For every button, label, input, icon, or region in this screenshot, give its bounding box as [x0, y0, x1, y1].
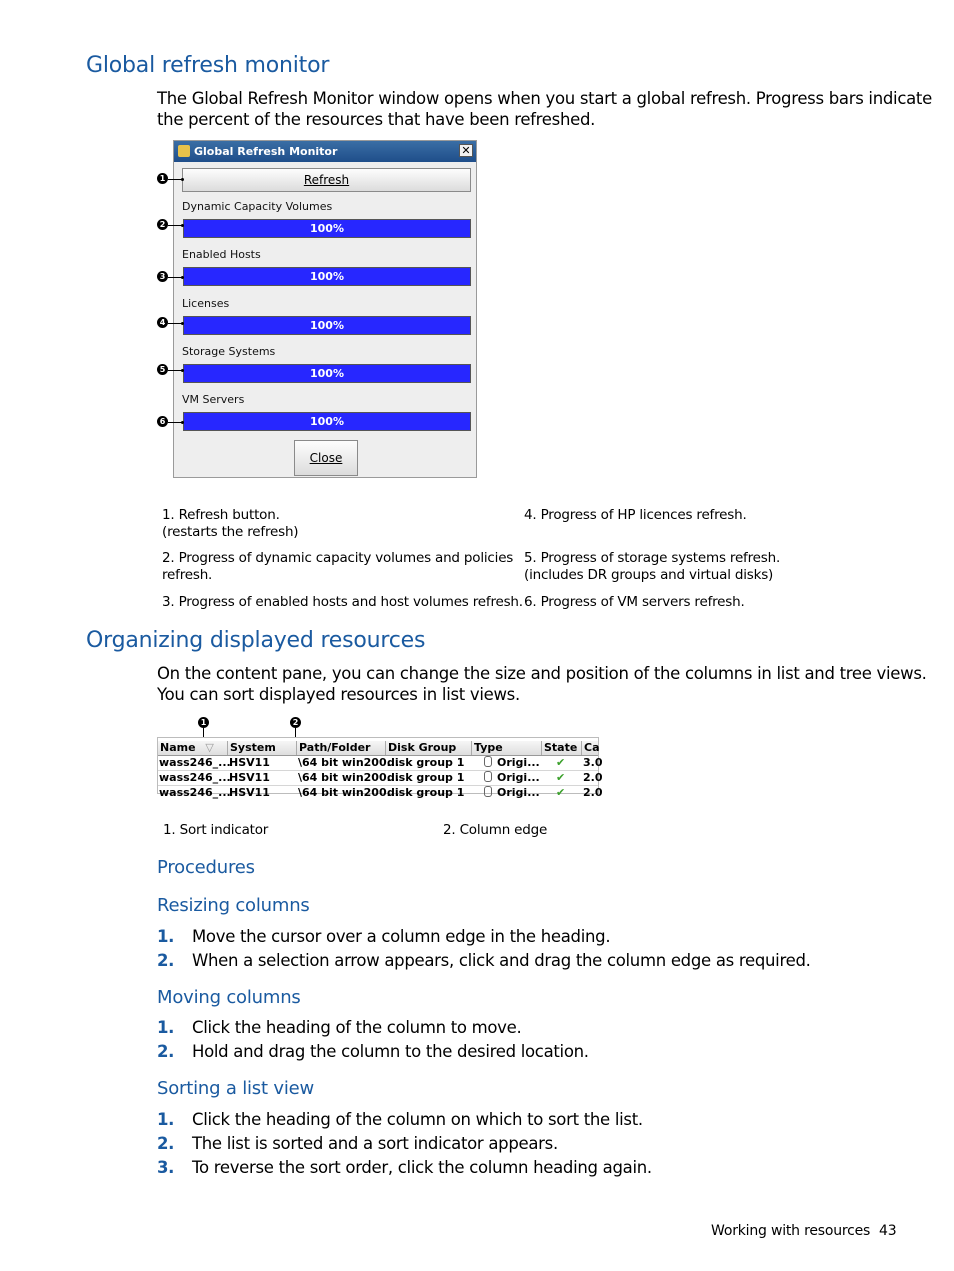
column-header-type[interactable]: Type — [472, 741, 542, 755]
step-number: 2. — [157, 1042, 175, 1061]
column-header-state[interactable]: State — [542, 741, 582, 755]
list-item — [157, 925, 907, 949]
progress-label-dynamic-capacity-volumes: Dynamic Capacity Volumes — [182, 200, 333, 213]
cell-capacity: 3.0 — [583, 756, 603, 769]
cell-path: \64 bit win200... — [298, 771, 400, 784]
list-item — [157, 1040, 907, 1064]
callout-dot — [181, 322, 184, 325]
progress-text: 100% — [310, 222, 344, 235]
callout-dot — [181, 224, 184, 227]
callout-1: 1 — [157, 173, 168, 184]
callout-3: 3 — [157, 271, 168, 282]
cell-system: HSV11 — [229, 756, 270, 769]
para-line: You can sort displayed resources in list views. — [157, 685, 520, 704]
list-item — [157, 1132, 907, 1156]
disk-icon — [484, 786, 492, 797]
legend-line: 1. Refresh button. — [162, 507, 280, 523]
sort-indicator-icon: ▽ — [205, 741, 214, 754]
cell-type — [484, 771, 541, 785]
table-header-row — [158, 741, 598, 756]
callout-4: 4 — [157, 317, 168, 328]
footer-section-title: Working with resources — [711, 1223, 871, 1239]
legend-item-2 — [162, 550, 513, 584]
dialog-title: Global Refresh Monitor — [194, 145, 338, 158]
legend-column-edge: 2. Column edge — [443, 822, 548, 838]
cell-system: HSV11 — [229, 771, 270, 784]
legend-line: (includes DR groups and virtual disks) — [524, 567, 774, 583]
column-header-label: Name — [160, 741, 196, 754]
page-number: 43 — [879, 1223, 897, 1239]
java-app-icon — [178, 145, 190, 157]
cell-type-text: Origi... — [497, 786, 540, 799]
list-item — [157, 1156, 907, 1180]
legend-line: 5. Progress of storage systems refresh. — [524, 550, 781, 566]
cell-type — [484, 756, 541, 770]
cell-disk-group: disk group 1 — [387, 771, 465, 784]
step-number: 2. — [157, 951, 175, 970]
para-line: The Global Refresh Monitor window opens when you start a global refresh. Progress bars indicate — [157, 89, 932, 108]
legend-item-4 — [524, 507, 747, 524]
close-button[interactable] — [294, 440, 358, 476]
progress-text: 100% — [310, 319, 344, 332]
legend-sort-indicator: 1. Sort indicator — [163, 822, 269, 838]
legend-line: 3. Progress of enabled hosts and host volumes refresh. — [162, 594, 523, 610]
cell-capacity: 2.0 — [583, 771, 603, 784]
table-row[interactable] — [158, 786, 603, 800]
column-header-system[interactable]: System — [228, 741, 297, 755]
disk-icon — [484, 756, 492, 767]
cell-name: wass246_... — [159, 786, 231, 799]
column-header-disk-group[interactable]: Disk Group — [386, 741, 472, 755]
resizing-steps-list — [157, 925, 907, 973]
sorting-list-view-heading: Sorting a list view — [157, 1078, 315, 1099]
cell-disk-group: disk group 1 — [387, 756, 465, 769]
column-header-path-folder[interactable]: Path/Folder — [297, 741, 386, 755]
progress-text: 100% — [310, 367, 344, 380]
status-ok-icon: ✔ — [556, 786, 566, 799]
legend-item-1 — [162, 507, 298, 541]
dialog-titlebar[interactable] — [174, 141, 476, 162]
moving-steps-list — [157, 1016, 907, 1064]
step-text: When a selection arrow appears, click and drag the column edge as required. — [192, 951, 811, 970]
section-intro-paragraph — [157, 663, 927, 705]
callout-column-edge: 2 — [290, 717, 301, 728]
para-line: the percent of the resources that have been refreshed. — [157, 110, 596, 129]
progress-bar-dynamic-capacity-volumes — [183, 219, 471, 238]
progress-bar-licenses — [183, 316, 471, 335]
list-item — [157, 1016, 907, 1040]
step-text: Click the heading of the column to move. — [192, 1018, 522, 1037]
cell-name: wass246_... — [159, 756, 231, 769]
table-row[interactable] — [158, 756, 603, 770]
column-header-capacity[interactable]: Ca — [584, 741, 600, 754]
cell-type-text: Origi... — [497, 771, 540, 784]
section-heading-organizing-displayed-resources: Organizing displayed resources — [86, 628, 426, 653]
progress-bar-storage-systems — [183, 364, 471, 383]
disk-icon — [484, 771, 492, 782]
step-text: Hold and drag the column to the desired location. — [192, 1042, 589, 1061]
callout-dot — [181, 276, 184, 279]
procedures-heading: Procedures — [157, 857, 255, 878]
progress-label-enabled-hosts: Enabled Hosts — [182, 248, 261, 261]
progress-bar-vm-servers — [183, 412, 471, 431]
callout-2: 2 — [157, 219, 168, 230]
cell-path: \64 bit win200... — [298, 756, 400, 769]
status-ok-icon: ✔ — [556, 771, 566, 784]
status-ok-icon: ✔ — [556, 756, 566, 769]
refresh-button[interactable] — [182, 168, 471, 192]
cell-path: \64 bit win200... — [298, 786, 400, 799]
progress-text: 100% — [310, 270, 344, 283]
cell-type-text: Origi... — [497, 756, 540, 769]
step-number: 1. — [157, 1018, 175, 1037]
table-row[interactable] — [158, 771, 603, 785]
legend-line: 6. Progress of VM servers refresh. — [524, 594, 745, 610]
column-header-name[interactable] — [158, 741, 228, 755]
list-item — [157, 949, 907, 973]
progress-label-storage-systems: Storage Systems — [182, 345, 276, 358]
cell-name: wass246_... — [159, 771, 231, 784]
callout-dot — [181, 421, 184, 424]
global-refresh-monitor-dialog — [173, 140, 477, 478]
legend-line: (restarts the refresh) — [162, 524, 299, 540]
callout-dot — [181, 178, 184, 181]
step-number: 1. — [157, 927, 175, 946]
cell-disk-group: disk group 1 — [387, 786, 465, 799]
step-text: Click the heading of the column on which to sort the list. — [192, 1110, 643, 1129]
cell-capacity: 2.0 — [583, 786, 603, 799]
legend-line: refresh. — [162, 567, 213, 583]
section-intro-paragraph — [157, 88, 932, 130]
callout-sort-indicator: 1 — [198, 717, 209, 728]
callout-6: 6 — [157, 416, 168, 427]
progress-text: 100% — [310, 415, 344, 428]
resizing-columns-heading: Resizing columns — [157, 895, 310, 916]
step-number: 3. — [157, 1158, 175, 1177]
cell-system: HSV11 — [229, 786, 270, 799]
progress-label-vm-servers: VM Servers — [182, 393, 245, 406]
legend-item-5 — [524, 550, 780, 584]
legend-line: 4. Progress of HP licences refresh. — [524, 507, 747, 523]
sorting-steps-list — [157, 1108, 907, 1180]
legend-line: 2. Progress of dynamic capacity volumes and policies — [162, 550, 514, 566]
legend-item-6 — [524, 594, 745, 611]
progress-label-licenses: Licenses — [182, 297, 230, 310]
close-button-label: Close — [309, 451, 343, 465]
para-line: On the content pane, you can change the size and position of the columns in list and tree views. — [157, 664, 927, 683]
legend-item-3 — [162, 594, 523, 611]
step-number: 2. — [157, 1134, 175, 1153]
list-item — [157, 1108, 907, 1132]
step-text: To reverse the sort order, click the column heading again. — [192, 1158, 652, 1177]
step-text: Move the cursor over a column edge in the heading. — [192, 927, 611, 946]
callout-5: 5 — [157, 364, 168, 375]
close-icon[interactable]: ✕ — [459, 144, 473, 157]
refresh-button-label: Refresh — [303, 173, 350, 187]
step-text: The list is sorted and a sort indicator appears. — [192, 1134, 558, 1153]
cell-type — [484, 786, 541, 800]
section-heading-global-refresh-monitor: Global refresh monitor — [86, 53, 330, 78]
moving-columns-heading: Moving columns — [157, 987, 301, 1008]
resource-list-table — [157, 737, 603, 799]
progress-bar-enabled-hosts — [183, 267, 471, 286]
callout-dot — [181, 369, 184, 372]
step-number: 1. — [157, 1110, 175, 1129]
